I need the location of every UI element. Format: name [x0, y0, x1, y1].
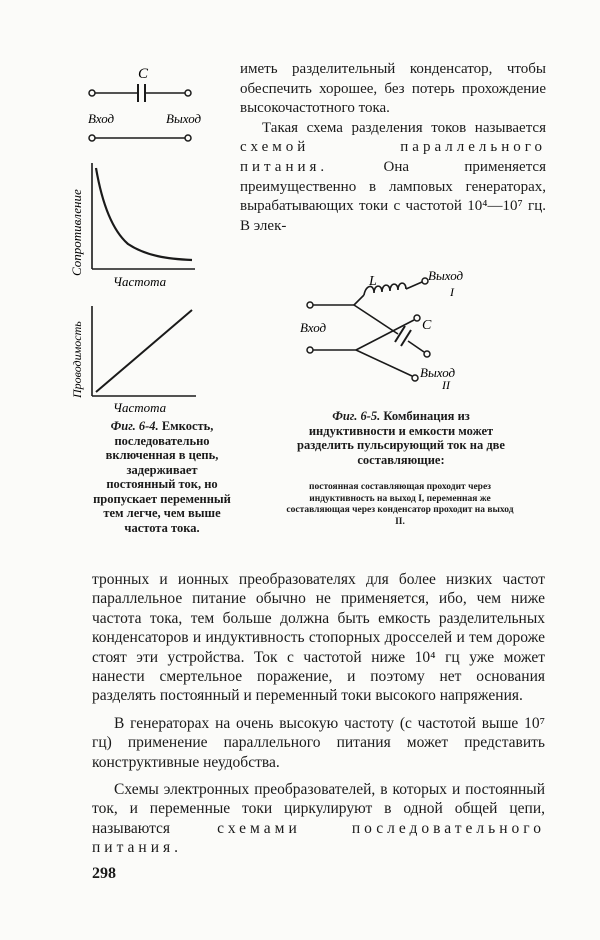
input-label: Вход: [88, 111, 115, 126]
main-paragraph-2: В генераторах на очень высокую частоту (с частотой выше 10⁷ гц) применение параллельного питания может представить конструктивные неудобства.: [92, 714, 545, 771]
output-label: Выход: [166, 111, 202, 126]
fig-6-5-input-label: Вход: [300, 320, 327, 335]
output-1-number: I: [450, 285, 454, 299]
output-2-number: II: [442, 378, 450, 392]
fig-6-5-note: постоянная составляющая проходит через индуктивность на выход I, переменная же составляющая через конденсатор проходит на выход II.: [286, 482, 514, 527]
fig-6-4-text: Емкость, последовательно включенная в цепь, задерживает постоянный ток, но пропускает переменный тем легче, чем выше частота тока.: [93, 419, 231, 535]
resistance-graph: [68, 158, 218, 293]
series-feed-term: схемами последовательного питания.: [92, 819, 545, 857]
output-2-label: Выход: [420, 365, 456, 380]
column-paragraph-1: иметь разделительный конденсатор, чтобы обеспечить хорошее, без потерь прохождение высокочастотного тока.: [240, 61, 546, 117]
fig-6-4-number: Фиг. 6-4.: [110, 419, 159, 433]
resistance-axis-label: Сопротивление: [69, 189, 84, 276]
parallel-feed-term: схемой параллельного питания.: [240, 139, 546, 175]
column-p2-rest: Она применяется преимущественно в ламповых генераторах, вырабатывающих токи с частотой 10⁴—10⁷ гц. В элек-: [240, 158, 546, 234]
frequency-axis-label: Частота: [113, 274, 167, 289]
output-1-label: Выход: [428, 268, 464, 283]
main-paragraph-1: тронных и ионных преобразователях для более низких частот параллельное питание обычно не применяется, ибо, чем ниже частота тока, тем больше должна быть емкость разделительных конденсаторов и индуктивность стопорных дросселей и тем дороже стоят эти устройства. Ток с частотой ниже 10⁴ гц уже может нанести смертельное поражение, и поэтому нет основания разделять постоянный и переменный токи высокого напряжения.: [92, 571, 545, 705]
column-p2-start: Такая схема разделения токов называется: [262, 119, 546, 136]
fig-6-5-text: Комбинация из индуктивности и емкости может разделить пульсирующий ток на две составляющие:: [297, 409, 505, 467]
fig-6-5-circuit: [292, 262, 507, 412]
column-text: [240, 60, 546, 236]
page-number: 298: [92, 865, 116, 882]
fig-6-5-caption: [293, 409, 509, 467]
conductance-axis-label: Проводимость: [70, 321, 84, 398]
fig-6-5-capacitor-label: C: [422, 318, 432, 333]
inductor-label: L: [369, 274, 377, 289]
frequency-axis-label-2: Частота: [113, 400, 167, 415]
fig-6-4-caption: [92, 419, 232, 535]
conductance-graph: [68, 302, 218, 417]
main-paragraph-3: [92, 780, 545, 858]
capacitor-label: C: [138, 66, 149, 82]
main-text: [92, 570, 545, 858]
column-paragraph-2: [240, 119, 546, 237]
fig-6-4-circuit: [80, 60, 230, 150]
fig-6-5-number: Фиг. 6-5.: [332, 409, 381, 423]
main-p3-start: Схемы электронных преобразователей, в которых и постоянный ток, и переменные токи циркулируют в одной общей цепи, называются: [92, 781, 545, 837]
